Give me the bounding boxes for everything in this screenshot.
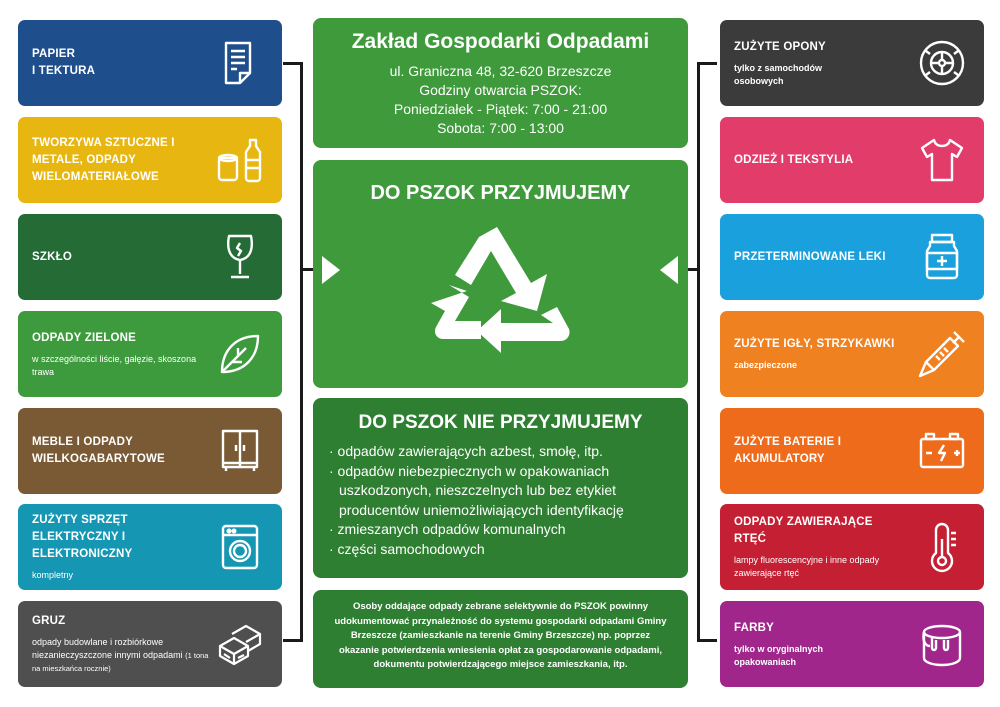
tile-subtitle: tylko z samochodów osobowych	[734, 62, 823, 86]
paint-bucket-icon	[914, 616, 970, 672]
accepted-title: DO PSZOK PRZYJMUJEMY	[370, 182, 631, 204]
rejected-panel	[313, 398, 688, 578]
tile-title: GRUZ	[32, 615, 66, 627]
accepted-panel	[313, 160, 688, 388]
tile-paints	[720, 601, 984, 687]
tile-title: SZKŁO	[32, 250, 72, 263]
left-bracket	[283, 62, 303, 642]
left-arrow-icon	[320, 254, 342, 286]
right-arrow-icon	[658, 254, 680, 286]
opening-hours-label: Godziny otwarcia PSZOK:	[419, 82, 582, 98]
medicine-jar-icon	[914, 229, 970, 285]
tile-rubble	[18, 601, 282, 687]
list-item: · odpadów niebezpiecznych w opakowaniach uszkodzonych, nieszczelnych lub bez etykiet producentów uniemożliwiających identyfikację	[329, 462, 624, 518]
tile-title: ODPADY ZIELONE	[32, 331, 136, 344]
facility-header	[313, 18, 688, 148]
tile-title: ZUŻYTE OPONY	[734, 40, 826, 53]
broken-glass-icon	[212, 229, 268, 285]
rubble-limit: (1 tona na mieszkańca rocznie)	[32, 651, 209, 673]
wardrobe-icon	[212, 423, 268, 479]
list-item: · zmieszanych odpadów komunalnych	[329, 521, 566, 537]
tile-needles	[720, 311, 984, 397]
tile-medicine	[720, 214, 984, 300]
leaf-icon	[212, 326, 268, 382]
tile-title: FARBY	[734, 621, 774, 634]
weekday-hours: Poniedziałek - Piątek: 7:00 - 21:00	[393, 101, 608, 117]
tile-title: ZUŻYTE IGŁY, STRZYKAWKI	[734, 338, 895, 350]
tile-electronics	[18, 504, 282, 590]
tile-textiles	[720, 117, 984, 203]
list-item: · odpadów zawierających azbest, smołę, itp.	[329, 443, 603, 459]
tile-title: MEBLE I ODPADY WIELKOGABARYTOWE	[32, 436, 165, 465]
tile-batteries	[720, 408, 984, 494]
tile-glass	[18, 214, 282, 300]
battery-icon	[914, 423, 970, 479]
tshirt-icon	[914, 132, 970, 188]
tile-furniture	[18, 408, 282, 494]
tile-title: ODZIEŻ I TEKSTYLIA	[734, 153, 854, 166]
tile-title: TWORZYWA SZTUCZNE I METALE, ODPADY WIELOMATERIAŁOWE	[32, 136, 175, 183]
tile-title: ODPADY ZAWIERAJĄCE RTĘĆ	[734, 516, 873, 545]
tile-subtitle: kompletny	[32, 570, 74, 580]
tile-subtitle: w szczególności liście, gałęzie, skoszona trawa	[32, 353, 197, 377]
right-bracket	[697, 62, 717, 642]
list-item: · części samochodowych	[329, 540, 485, 557]
tile-subtitle: tylko w oryginalnych opakowaniach	[734, 643, 824, 667]
tile-title: ZUŻYTE BATERIE I AKUMULATORY	[734, 436, 842, 465]
tile-subtitle: zabezpieczone	[734, 360, 798, 370]
rejected-list	[327, 442, 674, 559]
tire-icon	[914, 35, 970, 91]
residency-note	[313, 590, 688, 688]
saturday-hours: Sobota: 7:00 - 13:00	[437, 120, 564, 136]
tile-subtitle	[32, 636, 212, 675]
recycling-icon	[421, 219, 581, 359]
facility-address: ul. Graniczna 48, 32-620 Brzeszcze	[389, 63, 612, 79]
tile-subtitle: lampy fluorescencyjne i inne odpady zawierające rtęć	[734, 555, 880, 578]
tile-title: PAPIER I TEKTURA	[32, 48, 96, 77]
tile-title: ZUŻYTY SPRZĘT ELEKTRYCZNY I ELEKTRONICZNY	[32, 514, 133, 560]
rejected-title: DO PSZOK NIE PRZYJMUJEMY	[358, 412, 643, 433]
tile-plastic-metal	[18, 117, 282, 203]
washing-machine-icon	[212, 519, 268, 575]
right-bracket-tick	[687, 268, 697, 271]
residency-note-text: Osoby oddające odpady zebrane selektywnie do PSZOK powinny udokumentować przynależność do systemu gospodarki odpadami Gminy Brzeszcze (zamieszkanie na terenie Gminy Brzeszcze) np. poprzez okazanie potwierdzenia wniesienia opłat za gospodarowanie odpadami, dokumentu potwierdzającego miejsce zamieszkania, itp.	[334, 601, 667, 670]
thermometer-icon	[914, 519, 970, 575]
facility-name: Zakład Gospodarki Odpadami	[351, 30, 650, 53]
can-bottle-icon	[212, 132, 268, 188]
left-bracket-tick	[303, 268, 313, 271]
syringe-icon	[914, 326, 970, 382]
tile-tires	[720, 20, 984, 106]
bricks-icon	[212, 616, 268, 672]
rubble-description: odpady budowlane i rozbiórkowe niezanieczyszczone innymi odpadami	[32, 637, 183, 660]
tile-mercury	[720, 504, 984, 590]
tile-paper	[18, 20, 282, 106]
paper-document-icon	[212, 35, 268, 91]
tile-green-waste	[18, 311, 282, 397]
tile-title: PRZETERMINOWANE LEKI	[734, 250, 886, 263]
